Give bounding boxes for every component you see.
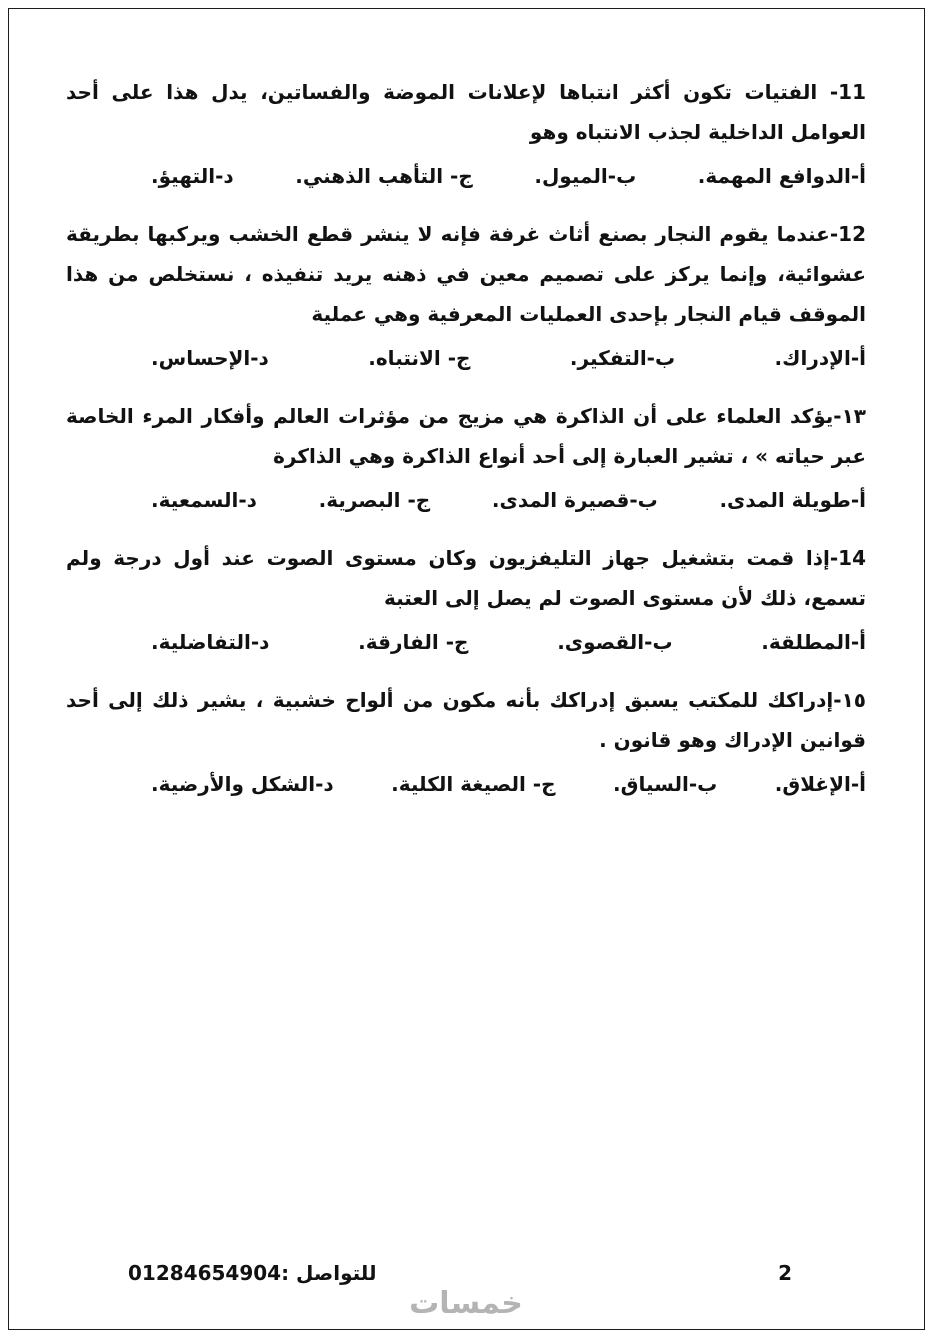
contact-info: للتواصل :01284654904 bbox=[128, 1261, 377, 1285]
question-text bbox=[66, 538, 866, 618]
option-d: د-الشكل والأرضية. bbox=[151, 772, 334, 796]
question-number: 11- bbox=[817, 80, 866, 104]
question-number: ١٣- bbox=[833, 404, 866, 428]
option-a: أ-الدوافع المهمة. bbox=[697, 164, 866, 188]
question-number: 14- bbox=[829, 546, 866, 570]
option-b: ب-السياق. bbox=[613, 772, 718, 796]
option-d: د-الإحساس. bbox=[151, 346, 269, 370]
option-d: د-التهيؤ. bbox=[151, 164, 234, 188]
page-footer bbox=[128, 1261, 792, 1285]
option-b: ب-القصوى. bbox=[557, 630, 673, 654]
option-c: ج- الصيغة الكلية. bbox=[391, 772, 556, 796]
option-a: أ-المطلقة. bbox=[761, 630, 866, 654]
option-c: ج- التأهب الذهني. bbox=[295, 164, 473, 188]
question-body: عندما يقوم النجار بصنع أثاث غرفة فإنه لا ينشر قطع الخشب ويركبها بطريقة عشوائية، وإنما يركز على تصميم معين في ذهنه يريد تنفيذه ، نستخلص من هذا الموقف قيام النجار بإحدى العمليات المعرفية وهي عملية bbox=[66, 222, 866, 326]
question-11 bbox=[66, 72, 866, 188]
option-a: أ-الإدراك. bbox=[774, 346, 866, 370]
options-row bbox=[66, 346, 866, 370]
question-body: يؤكد العلماء على أن الذاكرة هي مزيج من مؤثرات العالم وأفكار المرء الخاصة عبر حياته » ، تشير العبارة إلى أحد أنواع الذاكرة وهي الذاكرة bbox=[66, 404, 866, 468]
options-row bbox=[66, 488, 866, 512]
page-number: 2 bbox=[778, 1261, 792, 1285]
option-a: أ-طويلة المدى. bbox=[719, 488, 866, 512]
options-row bbox=[66, 164, 866, 188]
question-text bbox=[66, 214, 866, 334]
question-15 bbox=[66, 680, 866, 796]
option-d: د-السمعية. bbox=[151, 488, 257, 512]
option-b: ب-قصيرة المدى. bbox=[491, 488, 658, 512]
option-b: ب-الميول. bbox=[534, 164, 637, 188]
question-12 bbox=[66, 214, 866, 370]
options-row bbox=[66, 772, 866, 796]
option-c: ج- البصرية. bbox=[318, 488, 431, 512]
question-body: إدراكك للمكتب يسبق إدراكك بأنه مكون من ألواح خشبية ، يشير ذلك إلى أحد قوانين الإدراك وهو قانون . bbox=[66, 688, 866, 752]
option-d: د-التفاضلية. bbox=[151, 630, 270, 654]
question-number: ١٥- bbox=[833, 688, 866, 712]
question-text bbox=[66, 680, 866, 760]
option-b: ب-التفكير. bbox=[569, 346, 676, 370]
question-13 bbox=[66, 396, 866, 512]
question-text bbox=[66, 72, 866, 152]
question-14 bbox=[66, 538, 866, 654]
question-number: 12- bbox=[829, 222, 866, 246]
option-c: ج- الفارقة. bbox=[358, 630, 469, 654]
questions-area bbox=[66, 72, 866, 822]
question-body: إذا قمت بتشغيل جهاز التليفزيون وكان مستوى الصوت عند أول درجة ولم تسمع، ذلك لأن مستوى الصوت لم يصل إلى العتبة bbox=[66, 546, 866, 610]
option-a: أ-الإغلاق. bbox=[774, 772, 866, 796]
options-row bbox=[66, 630, 866, 654]
watermark-logo: خمسات bbox=[409, 1286, 523, 1321]
option-c: ج- الانتباه. bbox=[368, 346, 471, 370]
question-text bbox=[66, 396, 866, 476]
question-body: الفتيات تكون أكثر انتباها لإعلانات الموضة والفساتين، يدل هذا على أحد العوامل الداخلية لجذب الانتباه وهو bbox=[66, 80, 866, 144]
